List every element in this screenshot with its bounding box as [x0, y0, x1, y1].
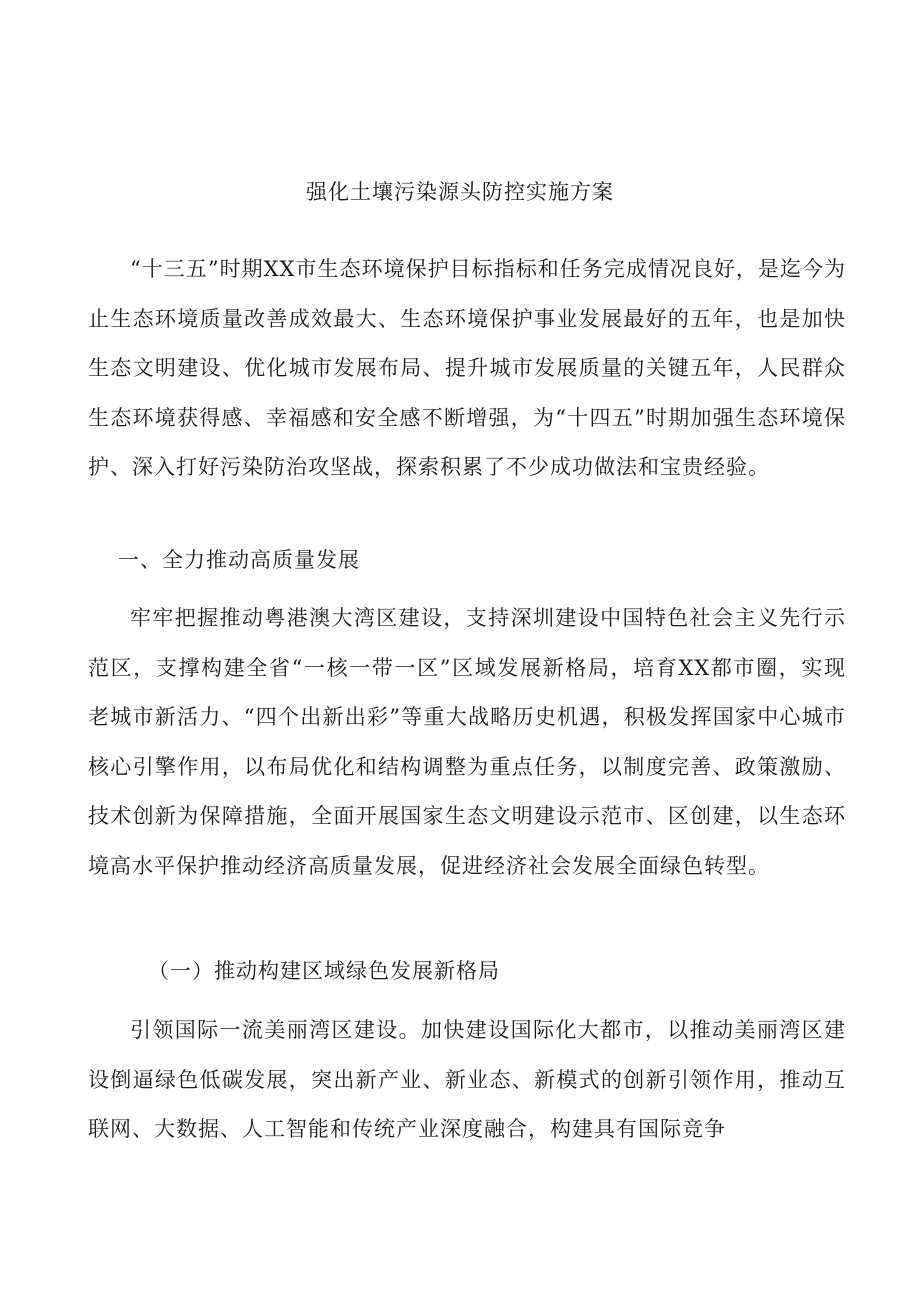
subsection-paragraph-1: 引领国际一流美丽湾区建设。加快建设国际化大都市，以推动美丽湾区建设倒逼绿色低碳发展，突出新产业、新业态、新模式的创新引领作用，推动互联网、大数据、人工智能和传统产业深度融合，构建具有国际竞争: [88, 1018, 846, 1142]
document-title: 强化土壤污染源头防控实施方案: [306, 180, 614, 204]
subsection-heading-1: （一）推动构建区域绿色发展新格局: [148, 959, 500, 983]
intro-paragraph-block: [88, 245, 846, 493]
section-paragraph-1: 牢牢把握推动粤港澳大湾区建设，支持深圳建设中国特色社会主义先行示范区，支撑构建全省“一核一带一区”区域发展新格局，培育XX都市圈，实现老城市新活力、“四个出新出彩”等重大战略历史机遇，积极发挥国家中心城市核心引擎作用，以布局优化和结构调整为重点任务，以制度完善、政策激励、技术创新为保障措施，全面开展国家生态文明建设示范市、区创建，以生态环境高水平保护推动经济高质量发展，促进经济社会发展全面绿色转型。: [88, 606, 846, 878]
section-heading-block: [118, 546, 876, 574]
section-paragraph-block: [88, 594, 846, 892]
subsection-paragraph-block: [88, 1006, 846, 1155]
subsection-heading-block: [148, 957, 906, 985]
section-heading-1: 一、全力推动高质量发展: [118, 548, 360, 572]
intro-paragraph: “十三五”时期XX市生态环境保护目标指标和任务完成情况良好，是迄今为止生态环境质量改善成效最大、生态环境保护事业发展最好的五年，也是加快生态文明建设、优化城市发展布局、提升城市发展质量的关键五年，人民群众生态环境获得感、幸福感和安全感不断增强，为“十四五”时期加强生态环境保护、深入打好污染防治攻坚战，探索积累了不少成功做法和宝贵经验。: [88, 257, 846, 480]
